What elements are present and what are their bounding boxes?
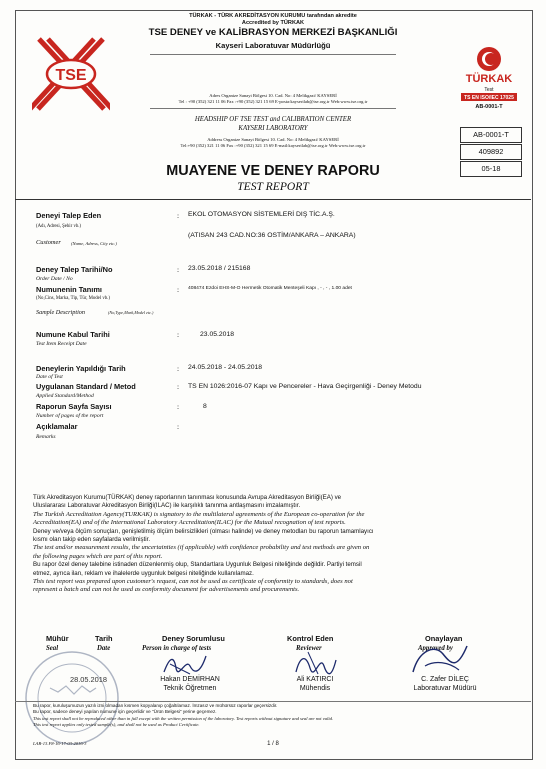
- responsible-title: Teknik Öğretmen: [163, 685, 217, 692]
- signature-date: 28.05.2018: [70, 675, 107, 684]
- footer-rule: [15, 701, 531, 702]
- sample-value: 408474 Ezdoi EHS-M-O Hermetik Otomatik Menteşeli Kapı , - , - , 1.00 adet: [188, 286, 352, 291]
- sample-desc-sub: (No,Type,Mark,Model etc.): [108, 310, 154, 315]
- sample-sub: (No,Cins, Marka, Tip, Tür, Model vb.): [36, 296, 110, 301]
- responsible-subheading: Person in charge of tests: [142, 645, 212, 652]
- english-address-2: Tel:+90 (352) 321 11 06 Fax :+90 (352) 321 15 69 E-mail:kayserilab@tse.org.tr Web:www.tse.org.tr: [180, 143, 366, 148]
- address-line-2: Tel : +90 (352) 321 11 06 Fax :+90 (352) 321 15 69 E-posta:kayserilab@tse.org.tr Web:www.tse.org.tr: [178, 99, 368, 104]
- statement-line-en: This test report was prepared upon customer's request, can not be used as certificate of conformity to standards, does not: [33, 578, 353, 586]
- approver-name: C. Zafer DİLEÇ: [421, 676, 469, 683]
- receipt-value: 23.05.2018: [200, 331, 235, 338]
- colon: :: [177, 422, 180, 431]
- reviewer-subheading: Reviewer: [296, 645, 322, 652]
- code-box-date: 05-18: [460, 161, 522, 177]
- seal-heading: Mühür: [46, 634, 69, 643]
- statement-line-en: The Turkish Accreditation Agency(TURKAK) is signatory to the multilateral agreements of the European co-operation for the: [33, 510, 365, 518]
- responsible-name: Hakan DEMİRHAN: [160, 676, 220, 683]
- pages-sub: Number of pages of the report: [36, 413, 104, 419]
- turkak-test-label: Test: [484, 87, 494, 93]
- code-box-accreditation: AB-0001-T: [460, 127, 522, 143]
- report-title: MUAYENE VE DENEY RAPORU: [166, 163, 380, 179]
- turkak-accreditation-no: AB-0001-T: [475, 104, 503, 110]
- statement-line: Deney ve/veya ölçüm sonuçları, genişletilmiş ölçüm belirsizlikleri (olması halinde) ve deney metodları bu raporun tamamlayıcı: [33, 527, 374, 535]
- requester-name: EKOL OTOMASYON SİSTEMLERİ DIŞ TİC.A.Ş.: [188, 211, 335, 218]
- statement-line-en: represent a batch and can not be used as conformity document for advertisements and procurements.: [33, 586, 300, 594]
- reviewer-signature-icon: [290, 650, 340, 678]
- footer-note: Bu rapor, sadece deneyi yapılan numune için geçerlidir ve "Ürün Belgesi" yerine geçemez.: [33, 709, 217, 715]
- remarks-label: Açıklamalar: [36, 422, 78, 431]
- method-label: Uygulanan Standard / Metod: [36, 382, 136, 391]
- pages-label: Raporun Sayfa Sayısı: [36, 402, 112, 411]
- statement-line: Türk Akreditasyon Kurumu(TÜRKAK) deney raporlarının tanınması konusunda Avrupa Akreditasyon Birliği(EA) ve: [33, 494, 342, 501]
- sample-desc-label: Sample Description: [36, 309, 85, 316]
- requester-label: Deneyi Talep Eden: [36, 211, 102, 220]
- remarks-sub: Remarks: [36, 434, 56, 440]
- approver-title: Laboratuvar Müdürü: [413, 685, 477, 692]
- footer-note-en: This test report applies only tested sample(s), and shall not be used as Product Certificate.: [33, 721, 200, 727]
- responsible-heading: Deney Sorumlusu: [162, 634, 225, 643]
- order-date-label: Deney Talep Tarihi/No: [36, 265, 113, 274]
- pages-value: 8: [203, 403, 207, 410]
- colon: :: [177, 211, 180, 220]
- colon: :: [177, 330, 180, 339]
- colon: :: [177, 265, 180, 274]
- date-subheading: Date: [97, 645, 111, 652]
- header-rule-2: [150, 108, 396, 109]
- method-sub: Applied Standard/Method: [36, 393, 94, 399]
- title-rule: [15, 199, 531, 200]
- turkak-logo-icon: [458, 44, 520, 124]
- approver-heading: Onaylayan: [425, 634, 463, 643]
- colon: :: [177, 382, 180, 391]
- footer-notes: [33, 703, 523, 728]
- responsible-signature-icon: [160, 652, 210, 678]
- statement-line: kısmı olan takip eden sayfalarda verilmiştir.: [33, 536, 151, 544]
- test-date-label: Deneylerin Yapıldığı Tarih: [36, 364, 126, 373]
- test-date-value: 24.05.2018 - 24.05.2018: [188, 364, 263, 371]
- statement-line: etmez, ayrıca ilan, reklam ve ihalelerde uygunluk belgesi niteliğinde kullanılamaz.: [33, 569, 254, 577]
- date-heading: Tarih: [95, 634, 113, 643]
- page-number: 1 / 8: [267, 741, 279, 747]
- tse-logo: [32, 34, 110, 114]
- seal-stamp-icon: [22, 648, 122, 748]
- footer-note-en: This test report shall not be reproduced other than in full except with the written permission of the laboratory. Test reports without signature and seal are not valid.: [33, 715, 334, 721]
- method-value: TS EN 1026:2016-07 Kapı ve Pencereler - Hava Geçirgenliği - Deney Metodu: [188, 383, 422, 390]
- institution-title: TSE DENEY ve KALİBRASYON MERKEZİ BAŞKANLIĞI: [148, 27, 398, 38]
- order-date-value: 23.05.2018 / 215168: [188, 265, 251, 272]
- reviewer-name: Ali KATIRCI: [296, 676, 334, 683]
- turkak-logo: [458, 44, 520, 124]
- test-date-sub: Date of Test: [36, 374, 63, 380]
- header-rule: [150, 54, 396, 55]
- receipt-label: Numune Kabul Tarihi: [36, 330, 110, 339]
- accreditation-line-en: Accredited by TÜRKAK: [241, 20, 305, 26]
- document-code: LAB-13.F8-16-17-03-2016-3: [33, 741, 87, 746]
- address-line-1: Adres Organize Sanayi Bölgesi 10. Cad. No: 4 Melikgazi/ KAYSERİ: [209, 93, 337, 98]
- approver-signature-icon: [405, 640, 475, 680]
- statement-line-en: the following pages which are part of this report.: [33, 552, 163, 560]
- turkak-standard: TS EN ISO/IEC 17025: [464, 95, 514, 101]
- code-box-number: 409892: [460, 144, 522, 160]
- colon: :: [177, 402, 180, 411]
- seal-subheading: Seal: [46, 645, 59, 652]
- order-date-sub: Order Date / No: [36, 276, 73, 282]
- requester-sub: (Adı, Adresi, Şehir vb.): [36, 224, 82, 229]
- statements-block: [33, 494, 523, 595]
- english-title-2: KAYSERI LABORATORY: [238, 125, 308, 132]
- customer-sub: (Name, Adress, City etc.): [71, 241, 117, 246]
- reviewer-title: Mühendis: [299, 685, 331, 692]
- reviewer-heading: Kontrol Eden: [287, 634, 334, 643]
- receipt-sub: Test Item Receipt Date: [36, 341, 87, 347]
- statement-line: Bu rapor özel deney talebine istinaden düzenlenmiş olup, Standartlara Uygunluk Belgesi niteliğinde değildir. Partiyi temsil: [33, 561, 362, 569]
- customer-label: Customer: [36, 239, 61, 246]
- institution-subtitle: Kayseri Laboratuvar Müdürlüğü: [215, 41, 331, 50]
- statement-line-en: Accreditation(EA) and of the International Laboratory Accreditation(ILAC) for the Mutual recognation of test reports.: [33, 519, 346, 527]
- requester-address: (ATISAN 243 CAD.NO:36 OSTİM/ANKARA – ANKARA): [188, 232, 356, 239]
- turkak-logo-text: TÜRKAK: [465, 73, 513, 85]
- english-address-1: Address Organize Sanayi Bölgesi 10. Cad. No: 4 Melikgazi/ KAYSERİ: [207, 137, 339, 142]
- accreditation-line: TÜRKAK - TÜRK AKREDİTASYON KURUMU tarafından akredite: [189, 13, 357, 19]
- report-subtitle: TEST REPORT: [237, 180, 309, 193]
- approver-subheading: Approved by: [418, 645, 453, 652]
- tse-logo-text: TSE: [55, 67, 87, 84]
- english-title-1: HEADSHIP OF TSE TEST and CALIBRATION CENTER: [194, 116, 352, 123]
- colon: :: [177, 285, 180, 294]
- sample-label: Numunenin Tanımı: [36, 285, 102, 294]
- statement-line: Uluslararası Laboratuvar Akreditasyon Birliği(ILAC) ile karşılıklı tanınma antlaşmasını imzalamıştır.: [33, 502, 301, 510]
- tse-logo-icon: [32, 34, 110, 114]
- colon: :: [177, 364, 180, 373]
- statement-line-en: The test and/or measurement results, the uncertainties (if applicable) with confidence probability and test methods are given on: [33, 544, 370, 552]
- official-seal-stamp: [22, 648, 122, 748]
- footer-note: Bu rapor, kuruluşumuzun yazılı izni olmadan kısmen kopyalanıp çoğaltılamaz. İmzasız ve mühürsüz raporlar geçersizdir.: [33, 703, 278, 708]
